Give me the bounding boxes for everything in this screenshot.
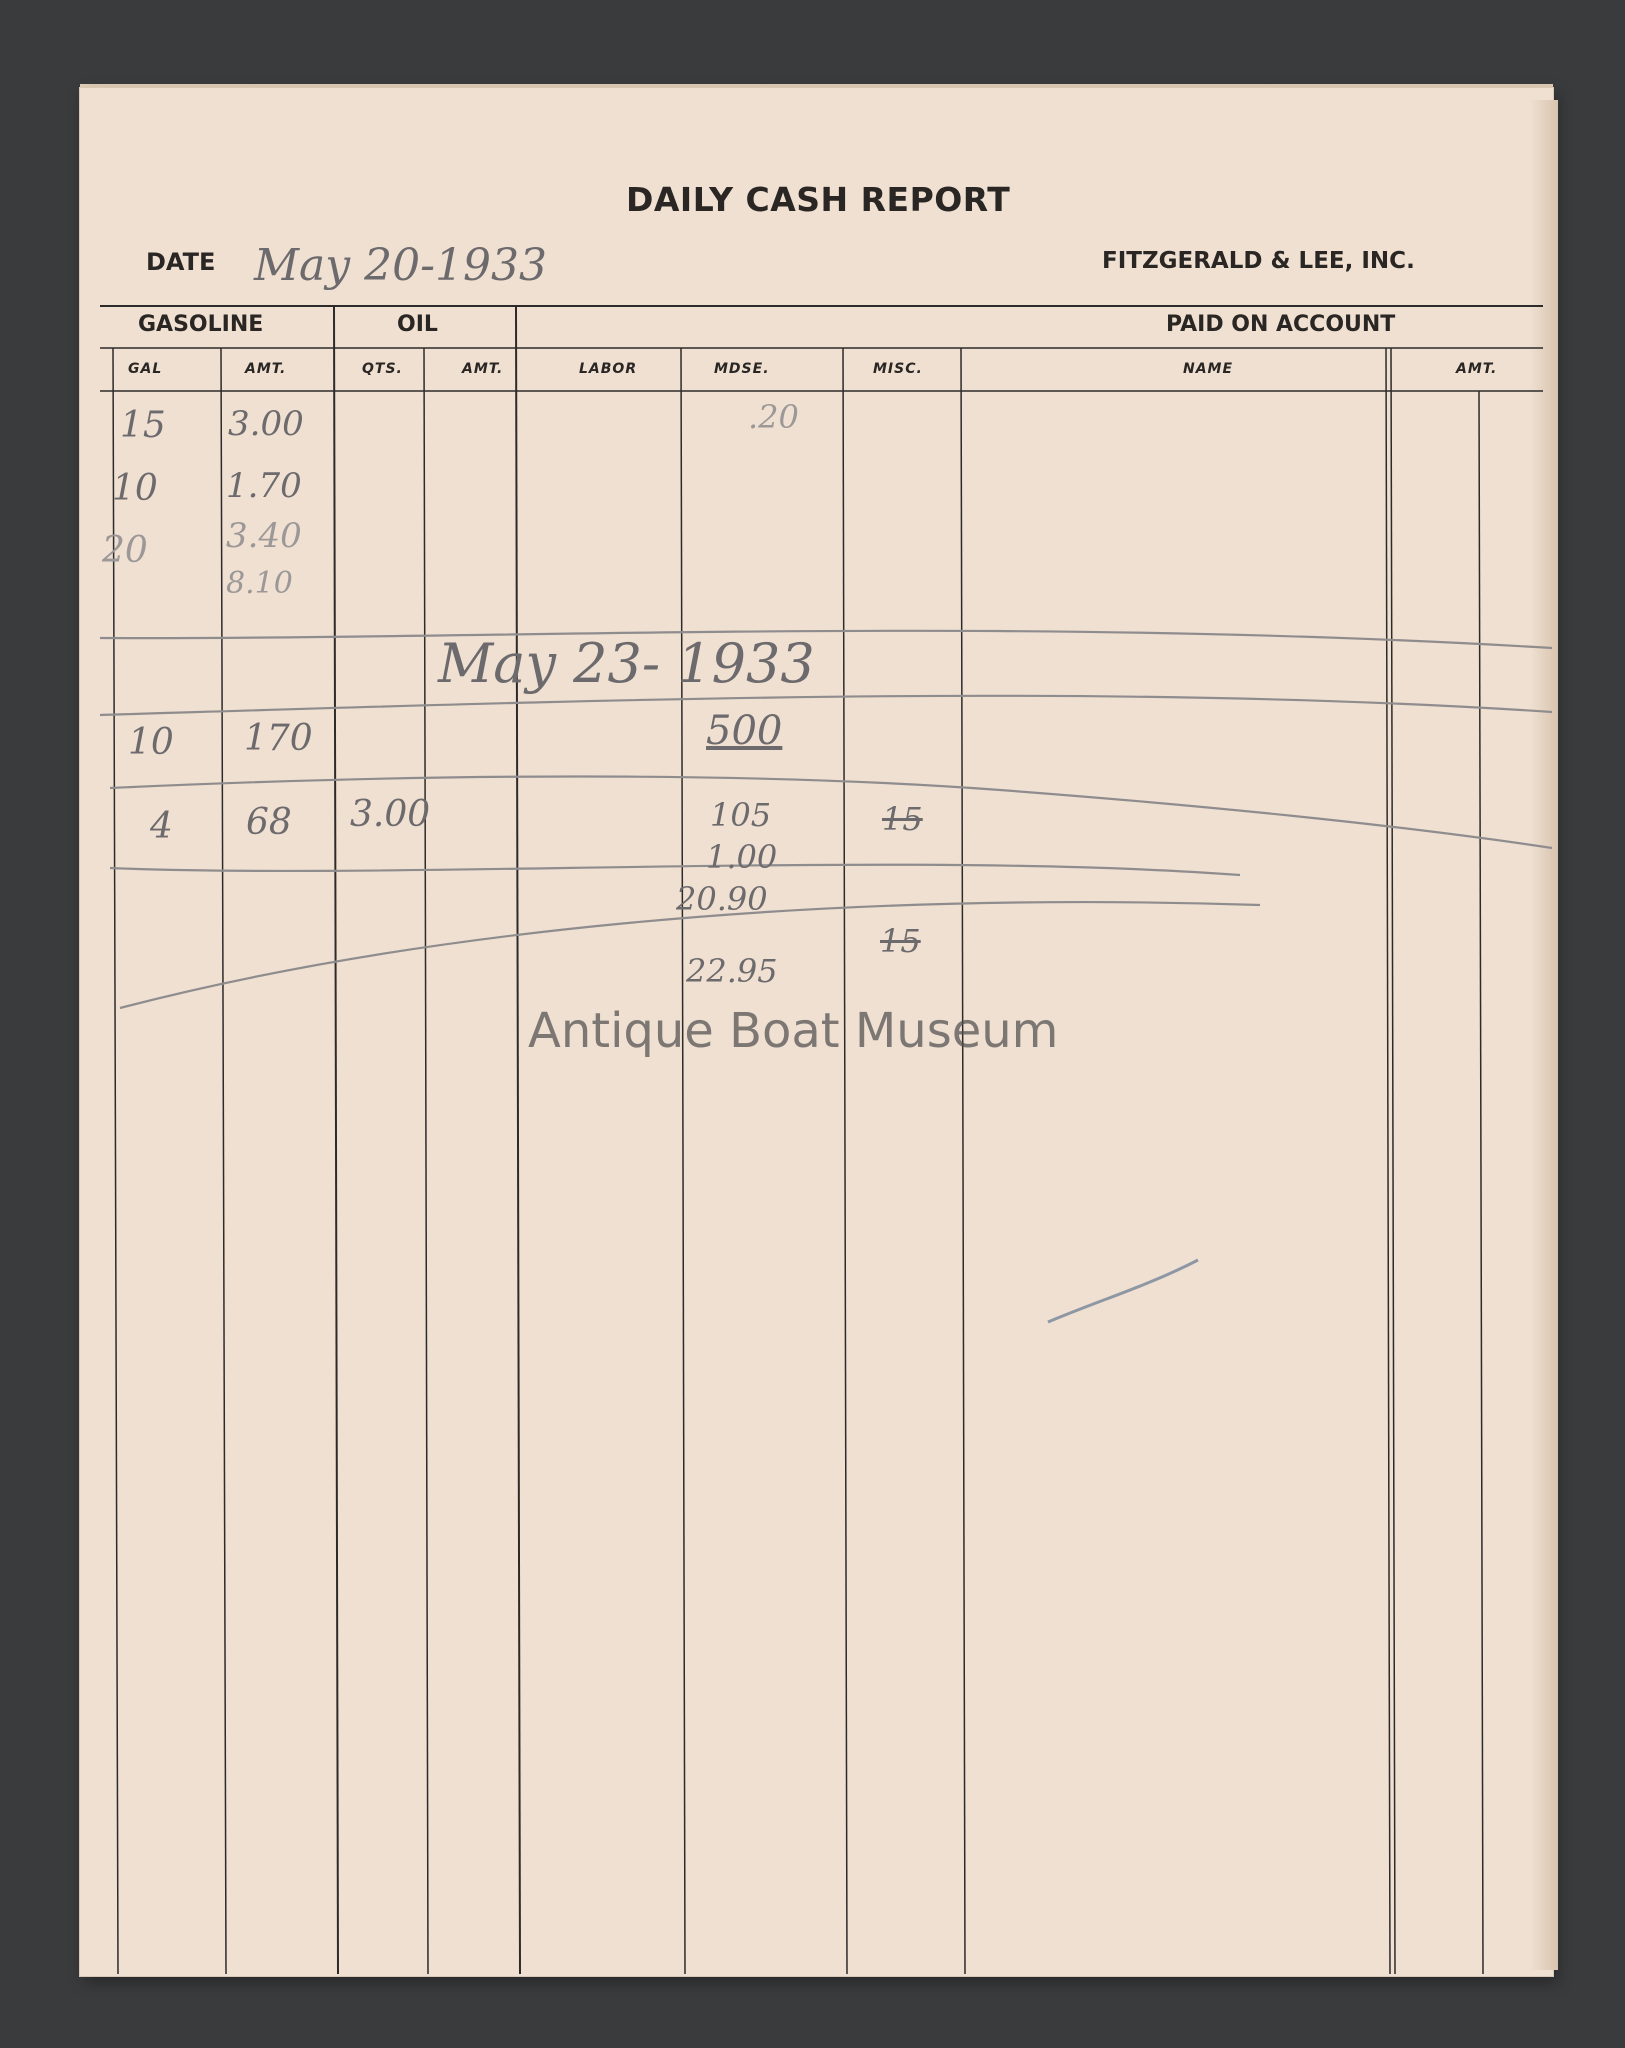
pad-right-edge <box>1530 100 1558 1970</box>
may20-gal-1: 15 <box>120 405 166 446</box>
may23-row2-oil-qts: 3.00 <box>350 794 431 835</box>
may23-row2-amt: 68 <box>246 802 292 843</box>
col-gal: GAL <box>128 361 163 377</box>
may20-amt-2: 1.70 <box>226 466 302 506</box>
may23-row1-gal: 10 <box>128 722 174 763</box>
paid-on-account-header: PAID ON ACCOUNT <box>1166 312 1396 337</box>
col-gas-amt: AMT. <box>245 361 287 377</box>
gasoline-header: GASOLINE <box>138 312 264 337</box>
may20-amt-3: 3.40 <box>226 516 302 556</box>
col-labor: LABOR <box>579 361 638 377</box>
col-account-amt: AMT. <box>1456 361 1498 377</box>
handwritten-date: May 20-1933 <box>254 240 547 291</box>
may23-mdse-total: 22.95 <box>686 952 778 990</box>
may23-misc-2: 15 <box>880 922 921 960</box>
col-name: NAME <box>1183 361 1234 377</box>
col-qts: QTS. <box>362 361 403 377</box>
may23-row2-gal: 4 <box>150 806 173 847</box>
may20-amt-1: 3.00 <box>228 404 304 444</box>
col-oil-amt: AMT. <box>462 361 504 377</box>
museum-watermark: Antique Boat Museum <box>528 1003 1059 1059</box>
may23-mdse-subtotal: 20.90 <box>676 880 768 918</box>
col-misc: MISC. <box>873 361 923 377</box>
form-title: DAILY CASH REPORT <box>626 180 1011 219</box>
may20-amt-total: 8.10 <box>226 566 293 601</box>
may23-row1-mdse: 500 <box>706 708 783 754</box>
handwritten-date-2: May 23- 1933 <box>438 632 815 695</box>
may20-mdse: .20 <box>748 398 799 436</box>
col-mdse: MDSE. <box>714 361 770 377</box>
oil-header: OIL <box>397 312 438 337</box>
company-name: FITZGERALD & LEE, INC. <box>1102 248 1415 274</box>
may23-mdse-1: 105 <box>710 796 772 834</box>
may23-misc-1: 15 <box>882 800 923 838</box>
may23-row1-amt: 170 <box>244 718 313 759</box>
may23-mdse-2: 1.00 <box>706 838 778 876</box>
date-label: DATE <box>146 248 216 276</box>
may20-gal-2: 10 <box>112 468 158 509</box>
may20-gal-3: 20 <box>102 530 148 571</box>
